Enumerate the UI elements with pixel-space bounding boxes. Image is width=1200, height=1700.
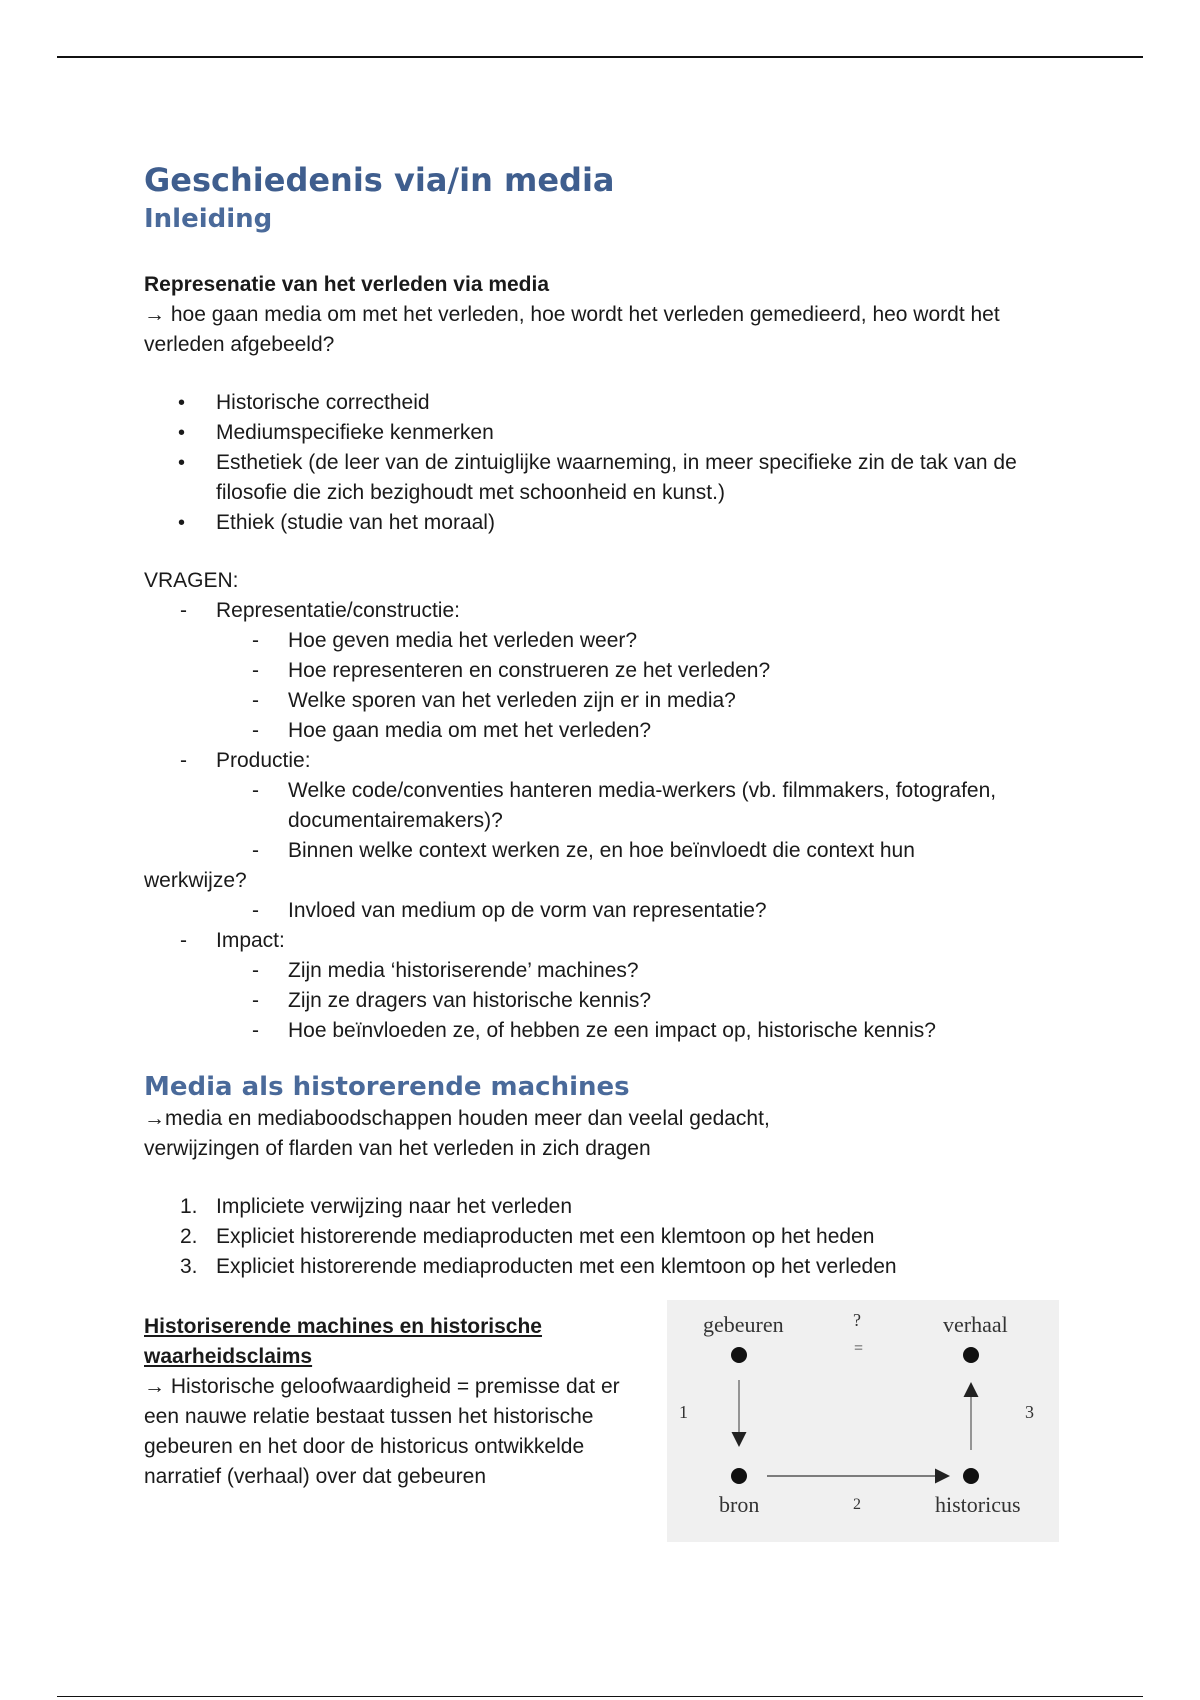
- question-item: - Hoe gaan media om met het verleden?: [252, 719, 652, 742]
- question-item: - Zijn ze dragers van historische kennis?: [252, 989, 652, 1012]
- section2-numbered-list: [144, 1192, 1064, 1282]
- label-bron: bron: [719, 1492, 760, 1517]
- question-group-representatie: - Representatie/constructie:: [180, 599, 460, 622]
- section3-heading-line1: Historiserende machines en historische: [144, 1315, 542, 1338]
- numbered-item: 2. Expliciet historerende mediaproducten met een klemtoon op het heden: [180, 1225, 875, 1248]
- bullet-item: • Historische correctheid: [144, 388, 1064, 418]
- section3: [144, 1312, 1064, 1562]
- question-item: - Hoe representeren en construeren ze het verleden?: [252, 659, 771, 682]
- label-historicus: historicus: [935, 1492, 1021, 1517]
- page-subtitle: Inleiding: [144, 204, 273, 234]
- page-title: Geschiedenis via/in media: [144, 161, 615, 199]
- question-item-wrap: werkwijze?: [144, 869, 247, 892]
- footer-rule: [57, 1696, 1143, 1697]
- question-group-productie: - Productie:: [180, 749, 311, 772]
- header-rule: [57, 56, 1143, 58]
- node-historicus: [963, 1468, 979, 1484]
- label-gebeuren: gebeuren: [703, 1312, 784, 1337]
- section3-heading-line2: waarheidsclaims: [144, 1345, 313, 1368]
- section3-body: → Historische geloofwaardigheid = premisse dat er een nauwe relatie bestaat tussen het historische gebeuren en het door de historicus ontwikkelde narratief (verhaal) over dat gebeuren: [144, 1375, 620, 1488]
- question-item: - Hoe geven media het verleden weer?: [252, 629, 638, 652]
- label-question: ?: [853, 1310, 861, 1330]
- section3-text: [144, 1312, 654, 1492]
- bullet-item: • Mediumspecifieke kenmerken: [144, 418, 1064, 448]
- section1-intro: → hoe gaan media om met het verleden, hoe wordt het verleden gemedieerd, heo wordt het verleden afgebeeld?: [144, 303, 1000, 356]
- section2-intro-line1: →media en mediaboodschappen houden meer dan veelal gedacht,: [144, 1107, 770, 1130]
- label-edge-3: 3: [1025, 1402, 1034, 1422]
- historical-truth-diagram: [667, 1300, 1059, 1542]
- question-group-impact: - Impact:: [180, 929, 285, 952]
- node-gebeuren: [731, 1347, 747, 1363]
- node-bron: [731, 1468, 747, 1484]
- question-item: - Invloed van medium op de vorm van representatie?: [252, 899, 767, 922]
- question-item: - Binnen welke context werken ze, en hoe beïnvloedt die context hun: [252, 839, 915, 862]
- section2-heading: Media als historerende machines: [144, 1072, 630, 1102]
- section1-bullet-list: [144, 388, 1064, 538]
- label-equals: =: [854, 1340, 864, 1357]
- numbered-item: 1. Impliciete verwijzing naar het verleden: [180, 1195, 573, 1218]
- node-verhaal: [963, 1347, 979, 1363]
- question-item: - Welke sporen van het verleden zijn er in media?: [252, 689, 736, 712]
- bullet-item: • Ethiek (studie van het moraal): [144, 508, 1064, 538]
- label-edge-1: 1: [679, 1402, 688, 1422]
- label-edge-2: 2: [853, 1496, 861, 1513]
- questions-label: VRAGEN:: [144, 569, 239, 592]
- section2-intro-line2: verwijzingen of flarden van het verleden in zich dragen: [144, 1137, 651, 1160]
- label-verhaal: verhaal: [943, 1312, 1008, 1337]
- question-item: - Welke code/conventies hanteren media-werkers (vb. filmmakers, fotografen, documentairemakers)?: [252, 779, 997, 832]
- question-item: - Hoe beïnvloeden ze, of hebben ze een impact op, historische kennis?: [252, 1019, 936, 1042]
- bullet-item: • Esthetiek (de leer van de zintuiglijke waarneming, in meer specifieke zin de tak van de filosofie die zich bezighoudt met schoonheid en kunst.): [144, 448, 1064, 508]
- document-page: [144, 160, 1064, 1562]
- section1-heading: Represenatie van het verleden via media: [144, 273, 550, 296]
- question-item: - Zijn media ‘historiserende’ machines?: [252, 959, 639, 982]
- numbered-item: 3. Expliciet historerende mediaproducten met een klemtoon op het verleden: [180, 1255, 897, 1278]
